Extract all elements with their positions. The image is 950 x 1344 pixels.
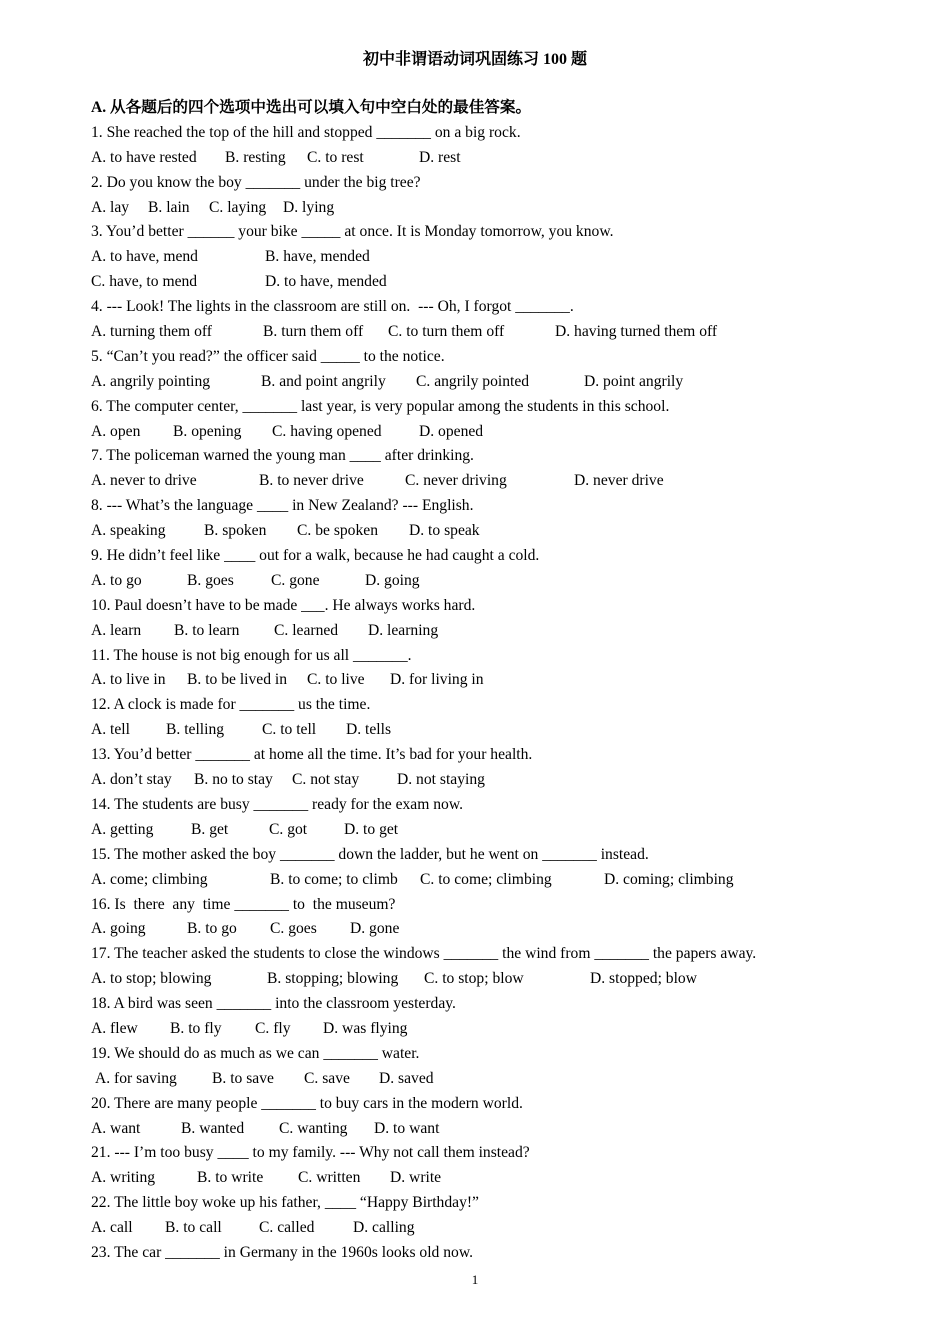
question-text: 18. A bird was seen _______ into the classroom yesterday. (91, 995, 456, 1013)
answer-option: A. to live in (91, 671, 166, 689)
options-row (91, 270, 911, 295)
answer-option: B. and point angrily (261, 372, 386, 390)
answer-option: D. opened (419, 422, 484, 440)
answer-option: A. don’t stay (91, 771, 172, 789)
answer-option: A. come; climbing (91, 870, 208, 888)
answer-option: D. point angrily (584, 372, 684, 390)
options-row (91, 320, 911, 345)
answer-option: B. to never drive (259, 472, 364, 490)
options-row (91, 245, 911, 270)
question-text: 3. You’d better ______ your bike _____ at once. It is Monday tomorrow, you know. (91, 223, 614, 241)
answer-option: B. goes (187, 571, 234, 589)
answer-option: C. got (269, 820, 308, 838)
options-row (91, 967, 911, 992)
options-row (91, 370, 911, 395)
question-text: 9. He didn’t feel like ____ out for a walk, because he had caught a cold. (91, 547, 540, 565)
answer-option: C. angrily pointed (416, 372, 530, 390)
answer-option: C. to come; climbing (420, 870, 552, 888)
answer-option: D. to have, mended (265, 273, 387, 291)
answer-option: C. to stop; blow (424, 970, 524, 988)
answer-option: B. spoken (204, 522, 267, 540)
answer-option: B. resting (225, 148, 286, 166)
question-text: 1. She reached the top of the hill and stopped _______ on a big rock. (91, 123, 521, 141)
answer-option: B. get (191, 820, 229, 838)
answer-option: C. not stay (292, 771, 360, 789)
answer-option: B. opening (173, 422, 242, 440)
question-text: 7. The policeman warned the young man ____ after drinking. (91, 447, 474, 465)
question-text: 6. The computer center, _______ last year, is very popular among the students in this school. (91, 397, 670, 415)
answer-option: D. stopped; blow (590, 970, 697, 988)
answer-option: B. no to stay (194, 771, 273, 789)
options-row (91, 818, 911, 843)
answer-option: A. getting (91, 820, 154, 838)
answer-option: C. to turn them off (388, 323, 505, 341)
question-text: 5. “Can’t you read?” the officer said _____ to the notice. (91, 347, 445, 365)
answer-option: A. call (91, 1219, 133, 1237)
answer-option: D. to get (344, 820, 399, 838)
question-text: 14. The students are busy _______ ready for the exam now. (91, 795, 463, 813)
answer-option: D. to want (374, 1119, 440, 1137)
options-row (91, 420, 911, 445)
answer-option: D. for living in (390, 671, 484, 689)
options-row (91, 196, 911, 221)
answer-option: A. to stop; blowing (91, 970, 212, 988)
answer-option: D. never drive (574, 472, 664, 490)
options-row (91, 768, 911, 793)
question-text: 22. The little boy woke up his father, ____ “Happy Birthday!” (91, 1194, 479, 1212)
answer-option: A. want (91, 1119, 141, 1137)
options-row (91, 1216, 911, 1241)
answer-option: A. turning them off (91, 323, 212, 341)
answer-option: A. never to drive (91, 472, 197, 490)
question-text: 4. --- Look! The lights in the classroom are still on. --- Oh, I forgot _______. (91, 298, 574, 316)
answer-option: D. tells (346, 721, 392, 739)
answer-option: D. not staying (397, 771, 485, 789)
question-text: 20. There are many people _______ to buy cars in the modern world. (91, 1094, 523, 1112)
answer-option: B. to be lived in (187, 671, 288, 689)
answer-option: A. to have rested (91, 148, 197, 166)
answer-option: D. gone (350, 920, 400, 938)
answer-option: B. telling (166, 721, 225, 739)
question-list (91, 96, 911, 1266)
section-heading: A. 从各题后的四个选项中选出可以填入句中空白处的最佳答案。 (91, 99, 532, 116)
answer-option: B. to come; to climb (270, 870, 398, 888)
question-text: 15. The mother asked the boy _______ down the ladder, but he went on _______ instead. (91, 845, 649, 863)
answer-option: C. to tell (262, 721, 317, 739)
options-row (91, 1117, 911, 1142)
answer-option: A. angrily pointing (91, 372, 211, 390)
options-row (91, 519, 911, 544)
answer-option: B. to fly (170, 1019, 222, 1037)
question-text: 16. Is there any time _______ to the museum? (91, 895, 396, 913)
answer-option: B. to call (165, 1219, 222, 1237)
answer-option: B. stopping; blowing (267, 970, 399, 988)
answer-option: C. be spoken (297, 522, 378, 540)
options-row (91, 917, 911, 942)
answer-option: A. writing (91, 1169, 156, 1187)
answer-option: D. lying (283, 198, 335, 216)
question-text: 12. A clock is made for _______ us the time. (91, 696, 371, 714)
answer-option: B. to write (197, 1169, 264, 1187)
question-text: 17. The teacher asked the students to close the windows _______ the wind from _______ the papers away. (91, 945, 757, 963)
answer-option: A. flew (91, 1019, 138, 1037)
answer-option: A. to go (91, 571, 142, 589)
question-text: 19. We should do as much as we can _______ water. (91, 1044, 420, 1062)
options-row (91, 146, 911, 171)
question-text: 13. You’d better _______ at home all the time. It’s bad for your health. (91, 746, 533, 764)
question-text: 8. --- What’s the language ____ in New Zealand? --- English. (91, 497, 474, 515)
answer-option: D. saved (379, 1069, 434, 1087)
answer-option: D. write (390, 1169, 442, 1187)
answer-option: C. save (304, 1069, 350, 1087)
options-row (91, 868, 911, 893)
options-row (91, 668, 911, 693)
question-text: 23. The car _______ in Germany in the 1960s looks old now. (91, 1243, 473, 1261)
answer-option: D. learning (368, 621, 439, 639)
answer-option: C. fly (255, 1019, 291, 1037)
options-row (91, 1067, 911, 1092)
answer-option: B. have, mended (265, 248, 370, 266)
question-text: 21. --- I’m too busy ____ to my family. --- Why not call them instead? (91, 1144, 530, 1162)
answer-option: D. going (365, 571, 420, 589)
question-text: 11. The house is not big enough for us all _______. (91, 646, 412, 664)
page-number: 1 (471, 1272, 479, 1287)
answer-option: C. have, to mend (91, 273, 198, 291)
answer-option: C. called (259, 1219, 315, 1237)
answer-option: C. to live (307, 671, 365, 689)
answer-option: C. written (298, 1169, 361, 1187)
answer-option: A. lay (91, 198, 130, 216)
answer-option: B. to go (187, 920, 237, 938)
answer-option: A. going (91, 920, 146, 938)
answer-option: A. learn (91, 621, 142, 639)
options-row (91, 569, 911, 594)
question-text: 10. Paul doesn’t have to be made ___. He always works hard. (91, 596, 476, 614)
answer-option: C. having opened (272, 422, 382, 440)
answer-option: D. having turned them off (555, 323, 718, 341)
answer-option: D. to speak (409, 522, 480, 540)
answer-option: D. coming; climbing (604, 870, 734, 888)
page-title: 初中非谓语动词巩固练习 100 题 (362, 51, 587, 68)
options-row (91, 718, 911, 743)
options-row (91, 1017, 911, 1042)
answer-option: A. speaking (91, 522, 166, 540)
answer-option: B. to learn (174, 621, 240, 639)
answer-option: C. wanting (279, 1119, 348, 1137)
options-row (91, 469, 911, 494)
answer-option: B. to save (212, 1069, 274, 1087)
answer-option: C. gone (271, 571, 320, 589)
answer-option: D. rest (419, 148, 461, 166)
answer-option: B. wanted (181, 1119, 245, 1137)
answer-option: A. for saving (95, 1069, 177, 1087)
options-row (91, 1166, 911, 1191)
answer-option: C. laying (209, 198, 267, 216)
answer-option: D. calling (353, 1219, 415, 1237)
question-text: 2. Do you know the boy _______ under the big tree? (91, 173, 421, 191)
answer-option: C. goes (270, 920, 317, 938)
answer-option: B. lain (148, 198, 190, 216)
answer-option: A. open (91, 422, 141, 440)
answer-option: A. tell (91, 721, 130, 739)
answer-option: B. turn them off (263, 323, 364, 341)
answer-option: A. to have, mend (91, 248, 198, 266)
answer-option: D. was flying (323, 1019, 408, 1037)
answer-option: C. never driving (405, 472, 507, 490)
answer-option: C. learned (274, 621, 339, 639)
options-row (91, 619, 911, 644)
answer-option: C. to rest (307, 148, 364, 166)
